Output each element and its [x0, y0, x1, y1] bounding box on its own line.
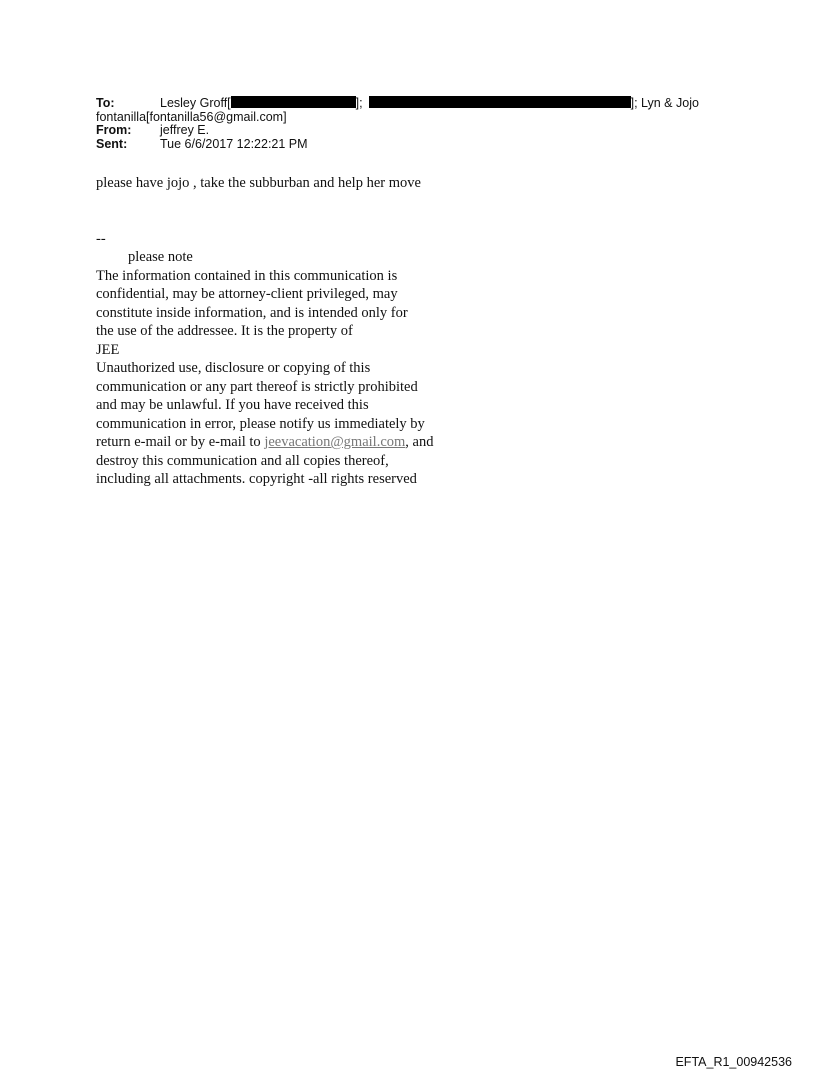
return-prefix: return e-mail or by e-mail to	[96, 434, 265, 450]
disclaimer-line: communication in error, please notify us immediately by	[96, 415, 425, 432]
disclaimer-line: communication or any part thereof is strictly prohibited	[96, 378, 418, 395]
to-recipient-1: Lesley Groff[	[160, 96, 231, 110]
redaction-block	[369, 96, 631, 108]
from-label: From:	[96, 123, 132, 137]
email-body	[96, 174, 496, 489]
from-row	[96, 124, 736, 138]
disclaimer-line: destroy this communication and all copies thereof,	[96, 452, 389, 469]
disclaimer-line-with-link	[96, 433, 496, 452]
note-title: please note	[128, 249, 193, 265]
to-row	[96, 96, 736, 111]
to-separator-1: ];	[355, 96, 363, 110]
email-header	[96, 96, 736, 151]
sent-row	[96, 138, 736, 152]
redaction-block	[231, 96, 356, 108]
document-id: EFTA_R1_00942536	[675, 1055, 792, 1069]
disclaimer-line: constitute inside information, and is intended only for	[96, 304, 408, 321]
disclaimer-line: Unauthorized use, disclosure or copying of this	[96, 360, 371, 376]
email-link[interactable]: jeevacation@gmail.com	[264, 434, 406, 450]
disclaimer-line: The information contained in this communication is	[96, 267, 398, 284]
to-separator-2: ]; Lyn & Jojo	[630, 96, 699, 110]
sent-label: Sent:	[96, 136, 128, 151]
message-body: please have jojo , take the subburban and help her move	[96, 175, 421, 191]
to-row-continued: fontanilla[fontanilla56@gmail.com]	[96, 109, 287, 124]
disclaimer-line: JEE	[96, 341, 120, 358]
disclaimer-line: the use of the addressee. It is the property of	[96, 323, 353, 339]
return-suffix: , and	[405, 434, 434, 450]
disclaimer-line: and may be unlawful. If you have received this	[96, 397, 369, 413]
sent-value: Tue 6/6/2017 12:22:21 PM	[160, 136, 308, 151]
signature-separator: --	[96, 230, 106, 247]
disclaimer-line: including all attachments. copyright -all rights reserved	[96, 471, 417, 487]
disclaimer-line: confidential, may be attorney-client privileged, may	[96, 286, 398, 302]
to-label: To:	[96, 96, 115, 110]
from-value: jeffrey E.	[160, 123, 210, 137]
